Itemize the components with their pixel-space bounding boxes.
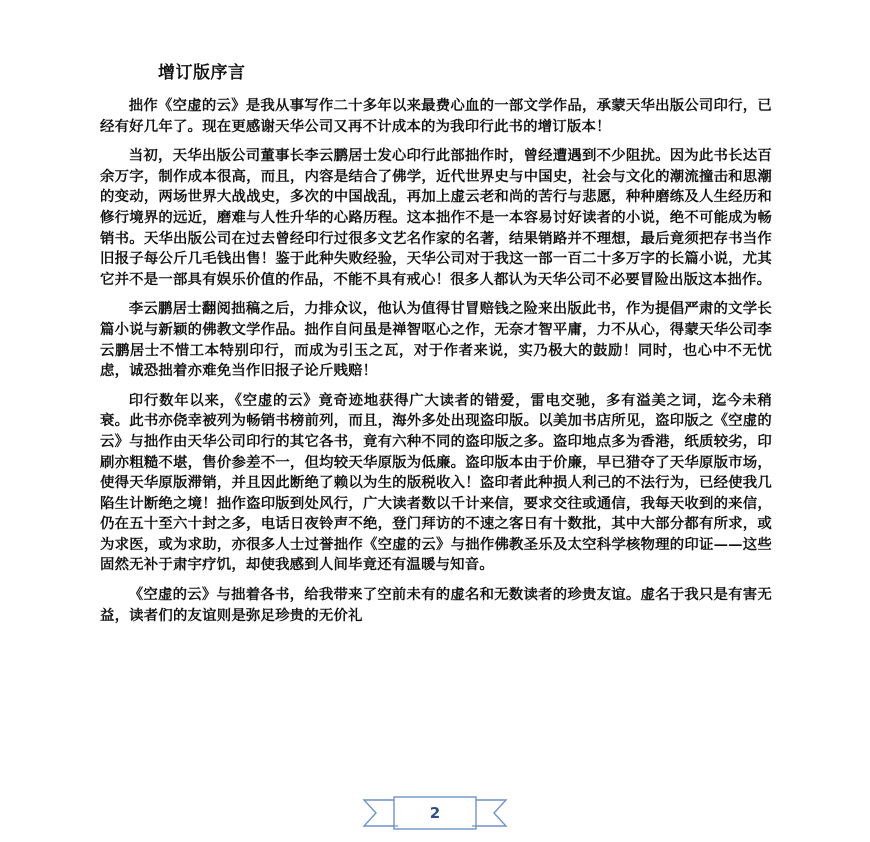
page-number: 2 — [429, 804, 441, 822]
page-footer — [362, 796, 508, 830]
paragraph-5: 《空虚的云》与拙着各书，给我带来了空前未有的虚名和无数读者的珍贵友谊。虚名于我只是有害无益，读者们的友谊则是弥足珍贵的无价礼 — [100, 586, 772, 624]
document-heading: 增订版序言 — [158, 63, 246, 83]
document-body — [100, 96, 772, 635]
paragraph-3: 李云鹏居士翻阅拙稿之后，力排众议，他认为值得甘冒赔钱之险来出版此书，作为提倡严肃的文学长篇小说与新颖的佛教文学作品。拙作自问虽是禅智呕心之作，无奈才智平庸，力不从心，得蒙天华公司李云鹏居士不惜工本特别印行，而成为引玉之瓦，对于作者来说，实乃极大的鼓励！同时，也心中不无忧虑，诚恐拙着亦难免当作旧报子论斤贱赔！ — [100, 300, 772, 380]
paragraph-2: 当初，天华出版公司董事长李云鹏居士发心印行此部拙作时，曾经遭遇到不少阻扰。因为此书长达百余万字，制作成本很高，而且，内容是结合了佛学，近代世界史与中国史，社会与文化的潮流撞击和思潮的变动，两场世界大战战史，多次的中国战乱，再加上虚云老和尚的苦行与悲愿，种种磨练及人生经历和修行境界的远近，磨难与人性升华的心路历程。这本拙作不是一本容易讨好读者的小说，绝不可能成为畅销书。天华出版公司在过去曾经印行过很多文艺名作家的名著，结果销路并不理想，最后竟须把存书当作旧报子每公斤几毛钱出售！鉴于此种失败经验，天华公司对于我这一部一百二十多万字的长篇小说，尤其它并不是一部具有娱乐价值的作品，不能不具有戒心！很多人都认为天华公司不必要冒险出版这本拙作。 — [100, 147, 772, 288]
paragraph-4: 印行数年以来，《空虚的云》竟奇迹地获得广大读者的错爱，雷电交驰，多有溢美之词，迄今未稍衰。此书亦侥幸被列为畅销书榜前列，而且，海外多处出现盗印版。以美加书店所见，盗印版之《空虚的云》与拙作由天华公司印行的其它各书，竟有六种不同的盗印版之多。盗印地点多为香港，纸质较劣，印刷亦粗糙不堪，售价参差不一，但均较天华原版为低廉。盗印版本由于价廉，早已猎夺了天华原版市场，使得天华原版滞销，并且因此断绝了赖以为生的版税收入！盗印者此种损人利己的不法行为，已经使我几陷生计断绝之境！拙作盗印版到处风行，广大读者数以千计来信，要求交往或通信，我每天收到的来信，仍在五十至六十封之多，电话日夜铃声不绝，登门拜访的不速之客日有十数批，其中大部分都有所求，或为求医，或为求助，亦很多人士过誉拙作《空虚的云》与拙作佛教圣乐及太空科学核物理的印证——这些固然无补于肃宇疗饥，却使我感到人间毕竟还有温暖与知音。 — [100, 391, 772, 574]
paragraph-1: 拙作《空虚的云》是我从事写作二十多年以来最费心血的一部文学作品，承蒙天华出版公司印行，已经有好几年了。现在更感谢天华公司又再不计成本的为我印行此书的增订版本！ — [100, 97, 772, 135]
